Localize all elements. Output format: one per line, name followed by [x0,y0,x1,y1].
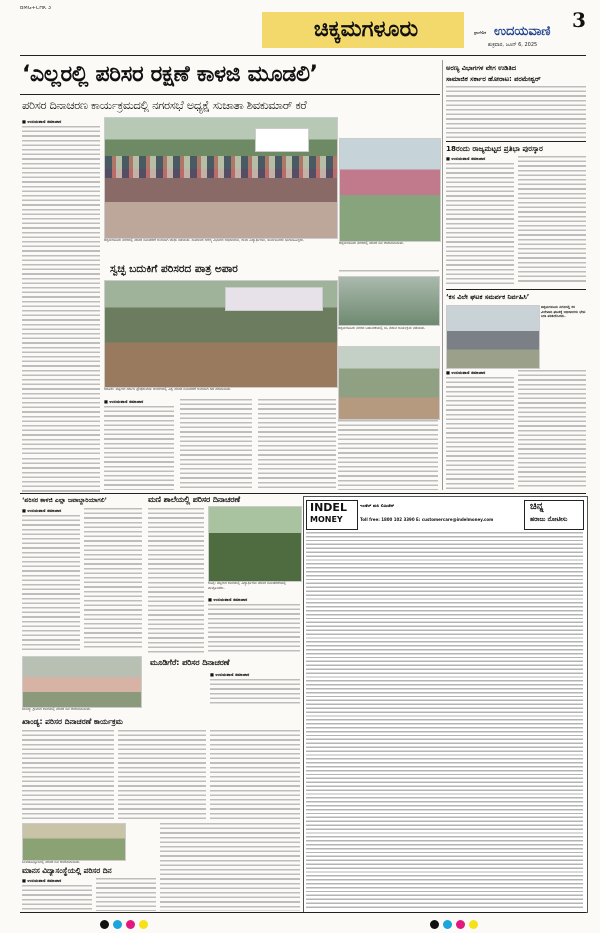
right-mid-byline: ■ ಉದಯವಾಣಿ ಸಮಾಚಾರ [446,156,486,161]
bottom-left-body-2 [96,878,156,911]
khandya-caption: ಖಾಂಡ್ಯ: ಗ್ರಾಮದ ಶಾಲೆಯಲ್ಲಿ ಪರಿಸರ ದಿನ ಆಚರಿಸಲಾಯಿತು. [22,707,92,711]
left-lower-headline: ‘ಪರಿಸರ ಕಾಳಜಿ ಎಲ್ಲಾ ಜವಾಬ್ದಾರಿಯಾಗಲಿ’ [22,497,107,504]
footer-rule [20,912,586,913]
mudigere-byline: ■ ಉದಯವಾಣಿ ಸಮಾಚಾರ [210,672,250,677]
right-quote-body-1 [446,377,514,489]
clean-side-caption: ಚಿಕ್ಕಮಗಳೂರು ನಗರದ ಬಡಾವಣೆಯಲ್ಲಿ ಸಸಿ ನೆಡುವ ಕಾರ್ಯಕ್ರಮ ನಡೆಯಿತು. [338,326,426,330]
mudigere-body-2 [210,730,300,820]
lower-center-photo [338,346,440,420]
registration-marks-right [430,914,482,933]
lower-center-body [338,420,438,490]
school-body-3 [208,604,300,654]
header-rule [20,55,586,56]
folio-code: BMG+CHK 3 [20,6,52,11]
advert-contact-line-2: Toll free: 1800 102 3390 E: customercare@indelmoney.com [360,517,494,522]
clean-byline: ■ ಉದಯವಾಣಿ ಸಮಾಚಾರ [104,399,144,404]
lead-subhead: ಪರಿಸರ ದಿನಾಚರಣ ಕಾರ್ಯಕ್ರಮದಲ್ಲಿ ನಗರಸಭೆ ಅಧ್ಯಕ್ಷೆ ಸುಜಾತಾ ಶಿವಕುಮಾರ್ ಕರೆ [22,98,307,112]
mudigere-body-1 [210,679,300,705]
khandya-headline: ಖಾಂಡ್ಯ: ಪರಿಸರ ದಿನಾಚರಣೆ ಕಾರ್ಯಕ್ರಮ [22,717,124,726]
lead-photo [104,117,338,239]
bottom-left-caption: ಬಾಳೆಹೊನ್ನೂರಿನಲ್ಲಿ ಪರಿಸರ ದಿನ ಆಚರಿಸಲಾಯಿತು. [22,860,81,864]
left-lower-body-1 [22,515,80,650]
lead-side-caption: ಚಿಕ್ಕಮಗಳೂರು ನಗರದಲ್ಲಿ ಪರಿಸರ ದಿನ ಆಚರಿಸಲಾಯಿತು. [339,241,405,245]
advert-brand: INDEL [310,501,347,514]
notice-title: ಚಿನ್ನ [530,501,544,512]
right-mid-body-1 [446,163,514,285]
clean-photo-caption: ಕಡೂರು: ಪಟ್ಟಣದ ಸರ್ಕಾರಿ ಪ್ರೌಢಶಾಲೆಯ ಆವರಣದಲ್ಲಿ ವಿಶ್ವ ಪರಿಸರ ದಿನಾಚರಣೆ ಅಂಗವಾಗಿ ಗಿಡ ನೆಡಲಾಯಿತು. [104,387,232,391]
paper-tagline: ಪ್ರಾದೇಶಿಕ [474,30,487,35]
lead-side-photo [339,138,441,242]
lead-body-col-2 [22,458,100,492]
left-lower-body-2 [84,508,142,650]
school-body-1 [148,508,204,580]
right-mid-body-2 [518,156,586,285]
notice-subtitle: ಹರಾಜು ನೋಟೀಸು [530,516,568,523]
right-column-divider [442,60,443,490]
right-mid-headline: 18ರಂದು ರಾಜ್ಯಮಟ್ಟದ ಪ್ರತಿಭಾ ಪುರಸ್ಕಾರ [446,144,543,153]
clean-body-col-1 [104,406,174,490]
right-quote-side-caption: ಚಿಕ್ಕಮಗಳೂರು ನಗರದಲ್ಲಿ ಕಸ ವಿಲೇವಾರಿ ಘಟಕಕ್ಕೆ ಅಧಿಕಾರಿಗಳು ಭೇಟಿ ನೀಡಿ ಪರಿಶೀಲಿಸಿದರು. [541,305,586,319]
right-quote-body-2 [518,370,586,489]
right-quote-photo [446,305,540,369]
clean-body-col-3 [258,399,336,490]
clean-side-photo [338,276,440,326]
right-quote-rule [446,289,586,290]
right-top-headline: ಅರಣ್ಯ ವಿಭಾಗಗಳ ವೇಗ ಉಡಿತಿದ [446,64,517,72]
clean-photo [104,280,338,388]
clean-headline: ಸ್ವಚ್ಛ ಬದುಕಿಗೆ ಪರಿಸರದ ಪಾತ್ರ ಅಪಾರ [110,263,238,275]
bottom-left-headline: ಮಾನಸ ವಿದ್ಯಾಸಂಸ್ಥೆಯಲ್ಲಿ ಪರಿಸರ ದಿನ [22,866,112,875]
khandya-body-1 [22,730,114,820]
khandya-photo [22,656,142,708]
paper-name: ಉದಯವಾಣಿ [494,24,551,39]
advert-brand-sub: MONEY [310,515,343,524]
right-mid-rule [446,141,586,142]
lead-headline: ‘ಎಲ್ಲರಲ್ಲಿ ಪರಿಸರ ರಕ್ಷಣೆ ಕಾಳಜಿ ಮೂಡಲಿ’ [22,62,318,87]
school-headline: ಮಣಿ ಶಾಲೆಯಲ್ಲಿ ಪರಿಸರ ದಿನಾಚರಣೆ [148,495,241,504]
clean-body-col-2 [180,399,252,490]
right-top-subhead: ಸಾಮಾಜಿಕ ಸರ್ಕಾರ ಹೋರಾಟ: ಪರಮೇಶ್ವರ್ [446,75,541,83]
school-photo [208,506,302,582]
khandya-body-2 [118,730,206,820]
bottom-left-byline: ■ ಉದಯವಾಣಿ ಸಮಾಚಾರ [22,878,62,883]
right-quote-byline: ■ ಉದಯವಾಣಿ ಸಮಾಚಾರ [446,370,486,375]
lead-side-body [339,270,439,274]
bottom-left-photo [22,823,126,861]
mudigere-headline: ಮೂಡಿಗೆರೆ: ಪರಿಸರ ದಿನಾಚರಣೆ [150,658,230,667]
lead-rule [20,94,440,95]
issue-date: ಶುಕ್ರವಾರ, ಜೂನ್ 6, 2025 [488,42,538,48]
registration-marks-left [100,914,152,933]
right-top-body [446,86,586,138]
lead-body-col-1 [22,126,100,456]
school-body-2 [148,582,204,654]
lead-byline: ■ ಉದಯವಾಣಿ ಸಮಾಚಾರ [22,119,62,124]
right-quote-headline: ‘ಕಸ ವಿಲೇ ಘಟಕ ಸಮರ್ಪಕ ನಿರ್ವಹಿಸಿ’ [446,293,530,301]
bottom-left-body-1 [22,885,92,911]
edition-name: ಚಿಕ್ಕಮಗಳೂರು [313,17,419,42]
lower-section-rule [20,493,586,494]
bottom-mid-body [160,823,300,911]
advert-contact-line-1: ಇಂಡೆಲ್ ಮನಿ ಲಿಮಿಟೆಡ್ [360,503,395,508]
page-number: 3 [572,8,586,32]
notice-listing [306,532,583,908]
left-lower-byline: ■ ಉದಯವಾಣಿ ಸಮಾಚಾರ [22,508,62,513]
lead-photo-caption: ಚಿಕ್ಕಮಗಳೂರು ನಗರದಲ್ಲಿ ಪರಿಸರ ದಿನಾಚರಣೆ ಅಂಗವಾಗಿ ಜಾಥಾ ನಡೆಯಿತು. ಸಾಮಾಜಿಕ ಅರಣ್ಯ ವಿಭಾಗದ ಅಧಿಕಾರಿಗಳು, ಶಾಲಾ ವಿದ್ಯಾರ್ಥಿಗಳು, ಸಾರ್ವಜನಿಕರು ಭಾಗವಹಿಸಿದ್ದರು. [104,238,305,242]
school-photo-caption: ಕೊಪ್ಪ: ಪಟ್ಟಣದ ಶಾಲೆಯಲ್ಲಿ ವಿದ್ಯಾರ್ಥಿಗಳು ಪರಿಸರ ದಿನಾಚರಣೆಯಲ್ಲಿ ಪಾಲ್ಗೊಂಡರು. [208,581,287,590]
school-byline: ■ ಉದಯವಾಣಿ ಸಮಾಚಾರ [208,597,248,602]
